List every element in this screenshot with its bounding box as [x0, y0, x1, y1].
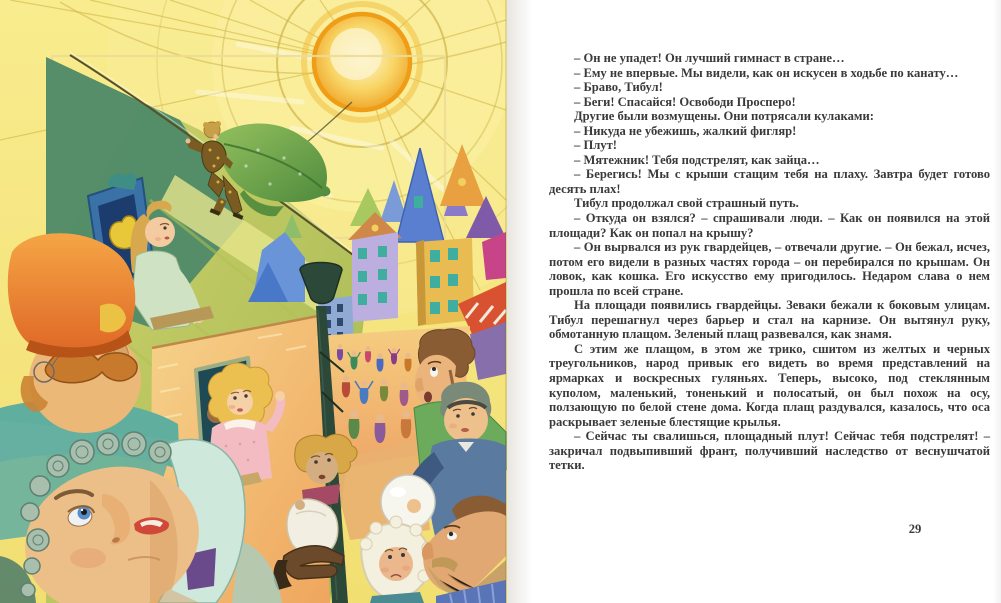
- paragraph: Другие были возмущены. Они потрясали кулаками:: [574, 109, 874, 124]
- page-number: 29: [908, 522, 922, 536]
- paragraph: – Берегись! Мы с крыши стащим тебя на плаху. Завтра будет готово десять плах!: [549, 167, 990, 196]
- story-text: [549, 51, 990, 473]
- paragraph: – Откуда он взялся? – спрашивали люди. – Как он появился на этой площади? Как он попал на крышу?: [549, 211, 990, 240]
- paragraph: – Браво, Тибул!: [574, 80, 663, 95]
- sun: [304, 4, 420, 120]
- page-edge-shadow: [993, 0, 1001, 603]
- page-gutter: [505, 0, 533, 603]
- paragraph: Тибул продолжал свой страшный путь.: [574, 196, 799, 211]
- paragraph: – Беги! Спасайся! Освободи Просперо!: [574, 94, 796, 109]
- paragraph: На площади появились гвардейцы. Зеваки бежали к боковым улицам. Тибул перешагнул через барьер и стал на карнизе. Он вытянул руку, обмотанную плащом. Зеленый плащ развевался, как знамя.: [549, 298, 990, 342]
- paragraph: – Никуда не убежишь, жалкий фигляр!: [574, 123, 797, 138]
- paragraph: – Ему не впервые. Мы видели, как он искусен в ходьбе по канату…: [574, 65, 959, 80]
- paragraph: – Плут!: [574, 138, 617, 153]
- paragraph: – Он вырвался из рук гвардейцев, – отвечали другие. – Он бежал, исчез, потом его видели в разных частях города – он перебирался по крышам. Он ловок, как кошка. Его искусство ему пригодилось. Недаром слава о нем прошла по всей стране.: [549, 240, 990, 298]
- paragraph: – Сейчас ты свалишься, площадный плут! Сейчас тебя подстрелят! – закричал подвыпивший франт, получивший наследство от веснушчатой тетки.: [549, 429, 990, 473]
- paragraph: – Мятежник! Тебя подстрелят, как зайца…: [574, 152, 820, 167]
- paragraph: С этим же плащом, в этом же трико, сшитом из желтых и черных треугольников, народ привык его видеть во время представлений на ярмарках и воскресных гуляньях. Теперь, высоко, под стеклянным куполом, маленький, тоненький и полосатый, он был похож на осу, ползающую по белой стене дома. Когда плащ раздувался, казалось, что оса раскрывает зеленые блестящие крылья.: [549, 341, 990, 429]
- white-balloon: [381, 475, 435, 529]
- paragraph: – Он не упадет! Он лучший гимнаст в стране…: [574, 51, 845, 65]
